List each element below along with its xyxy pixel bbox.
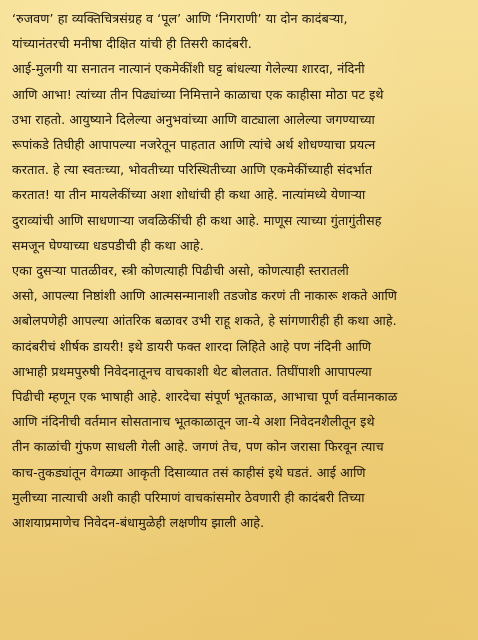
text-line: आशयाप्रमाणेच निवेदन-बंधामुळेही लक्षणीय झाली आहे.: [12, 515, 265, 531]
text-line: मुलीच्या नात्याची अशी काही परिमाणं वाचकांसमोर ठेवणारी ही कादंबरी तिच्या: [12, 489, 365, 505]
text-line: यांच्यानंतरची मनीषा दीक्षित यांची ही तिसरी कादंबरी.: [12, 36, 252, 52]
text-line: उभा राहतो. आयुष्याने दिलेल्या अनुभवांच्या आणि वाट्याला आलेल्या जगण्याच्या: [12, 111, 375, 127]
text-line: दुराव्यांची आणि साधणाऱ्या जवळिकींची ही कथा आहे. माणूस त्याच्या गुंतागुंतीसह: [12, 212, 382, 228]
text-line: आणि आभा! त्यांच्या तीन पिढ्यांच्या निमित्ताने काळाचा एक काहीसा मोठा पट इथे: [12, 86, 384, 102]
paragraph-form: [12, 258, 466, 535]
text-line: आभाही प्रथमपुरुषी निवेदनातूनच वाचकाशी थेट बोलतात. तिघींपाशी आपापल्या: [12, 363, 372, 379]
text-line: समजून घेण्याच्या धडपडीची ही कथा आहे.: [12, 237, 204, 253]
text-line: रूपांकडे तिघीही आपापल्या नजरेतून पाहतात आणि त्यांचे अर्थ शोधण्याचा प्रयत्न: [12, 137, 376, 153]
text-line: अबोलपणेही आपल्या आंतरिक बळावर उभी राहू शकते, हे सांगणारीही ही कथा आहे.: [12, 313, 397, 329]
text-line: आई-मुलगी या सनातन नात्यानं एकमेकींशी घट्ट बांधल्या गेलेल्या शारदा, नंदिनी: [12, 61, 365, 77]
text-line: कादंबरीचं शीर्षक डायरी! इथे डायरी फक्त शारदा लिहिते आहे पण नंदिनी आणि: [12, 338, 372, 354]
text-line: काच-तुकड्यांतून वेगळ्या आकृती दिसाव्यात तसं काहीसं इथे घडतं. आई आणि: [12, 464, 366, 480]
paragraph-story: [12, 56, 466, 258]
text-line: ‘रुजवण’ हा व्यक्तिचित्रसंग्रह व ‘पूल’ आणि ‘निगराणी’ या दोन कादंबऱ्या,: [12, 11, 348, 26]
text-line: करतात! या तीन मायलेकींच्या अशा शोधांची ही कथा आहे. नात्यांमध्ये येणाऱ्या: [12, 187, 366, 203]
text-line: तीन काळांची गुंफण साधली गेली आहे. जगणं तेच, पण कोन जरासा फिरवून त्याच: [12, 439, 384, 455]
paragraph-intro: [12, 6, 466, 56]
text-line: करतात. हे त्या स्वतःच्या, भोवतीच्या परिस्थितीच्या आणि एकमेकींच्याही संदर्भात: [12, 162, 373, 178]
text-line: असो, आपल्या निष्ठांशी आणि आत्मसन्मानाशी तडजोड करणं ती नाकारू शकते आणि: [12, 288, 397, 304]
text-line: पिढीची म्हणून एक भाषाही आहे. शारदेचा संपूर्ण भूतकाळ, आभाचा पूर्ण वर्तमानकाळ: [12, 389, 398, 405]
text-line: आणि नंदिनीची वर्तमान सोसतानाच भूतकाळातून जा-ये अशा निवेदनशैलीतून इथे: [12, 414, 375, 430]
text-line: एका दुसऱ्या पातळीवर, स्त्री कोणत्याही पिढीची असो, कोणत्याही स्तरातली: [12, 263, 349, 279]
